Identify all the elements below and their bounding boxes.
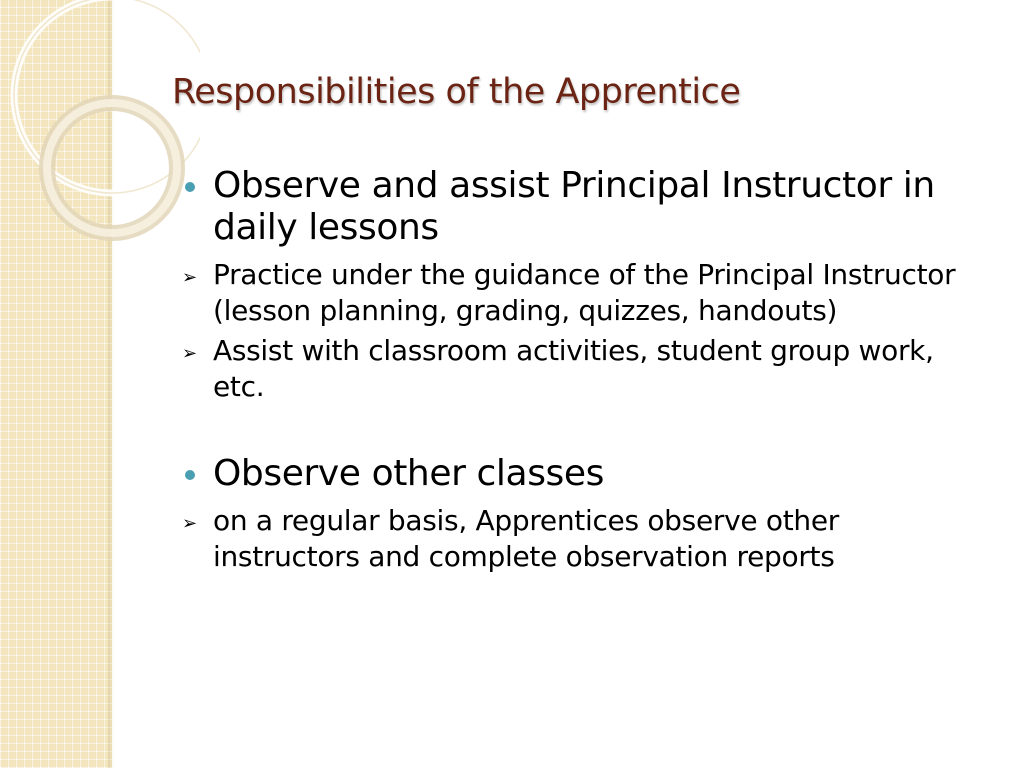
sub-bullet-text: Practice under the guidance of the Principal Instructor (lesson planning, grading, quizzes, handouts) bbox=[213, 258, 956, 327]
sub-bullet-text: Assist with classroom activities, student group work, etc. bbox=[213, 334, 934, 403]
bullet-text: Observe other classes bbox=[213, 453, 605, 494]
sub-bullet-item bbox=[182, 503, 962, 575]
decorative-circles bbox=[0, 0, 200, 300]
slide-title: Responsibilities of the Apprentice bbox=[172, 72, 741, 112]
sub-bullet-text: on a regular basis, Apprentices observe other instructors and complete observation reports bbox=[213, 504, 839, 573]
sub-bullet-item bbox=[182, 333, 962, 405]
slide-content bbox=[182, 165, 962, 579]
arrow-bullet-icon: ➢ bbox=[182, 267, 197, 288]
arrow-bullet-icon: ➢ bbox=[182, 343, 197, 364]
arrow-bullet-icon: ➢ bbox=[182, 513, 197, 534]
bullet-dot-icon bbox=[185, 182, 195, 192]
bullet-text: Observe and assist Principal Instructor in daily lessons bbox=[213, 165, 935, 248]
sub-bullet-item bbox=[182, 257, 962, 329]
bullet-item bbox=[182, 453, 962, 495]
bullet-item bbox=[182, 165, 962, 249]
bullet-dot-icon bbox=[185, 470, 195, 480]
spacer bbox=[182, 409, 962, 453]
